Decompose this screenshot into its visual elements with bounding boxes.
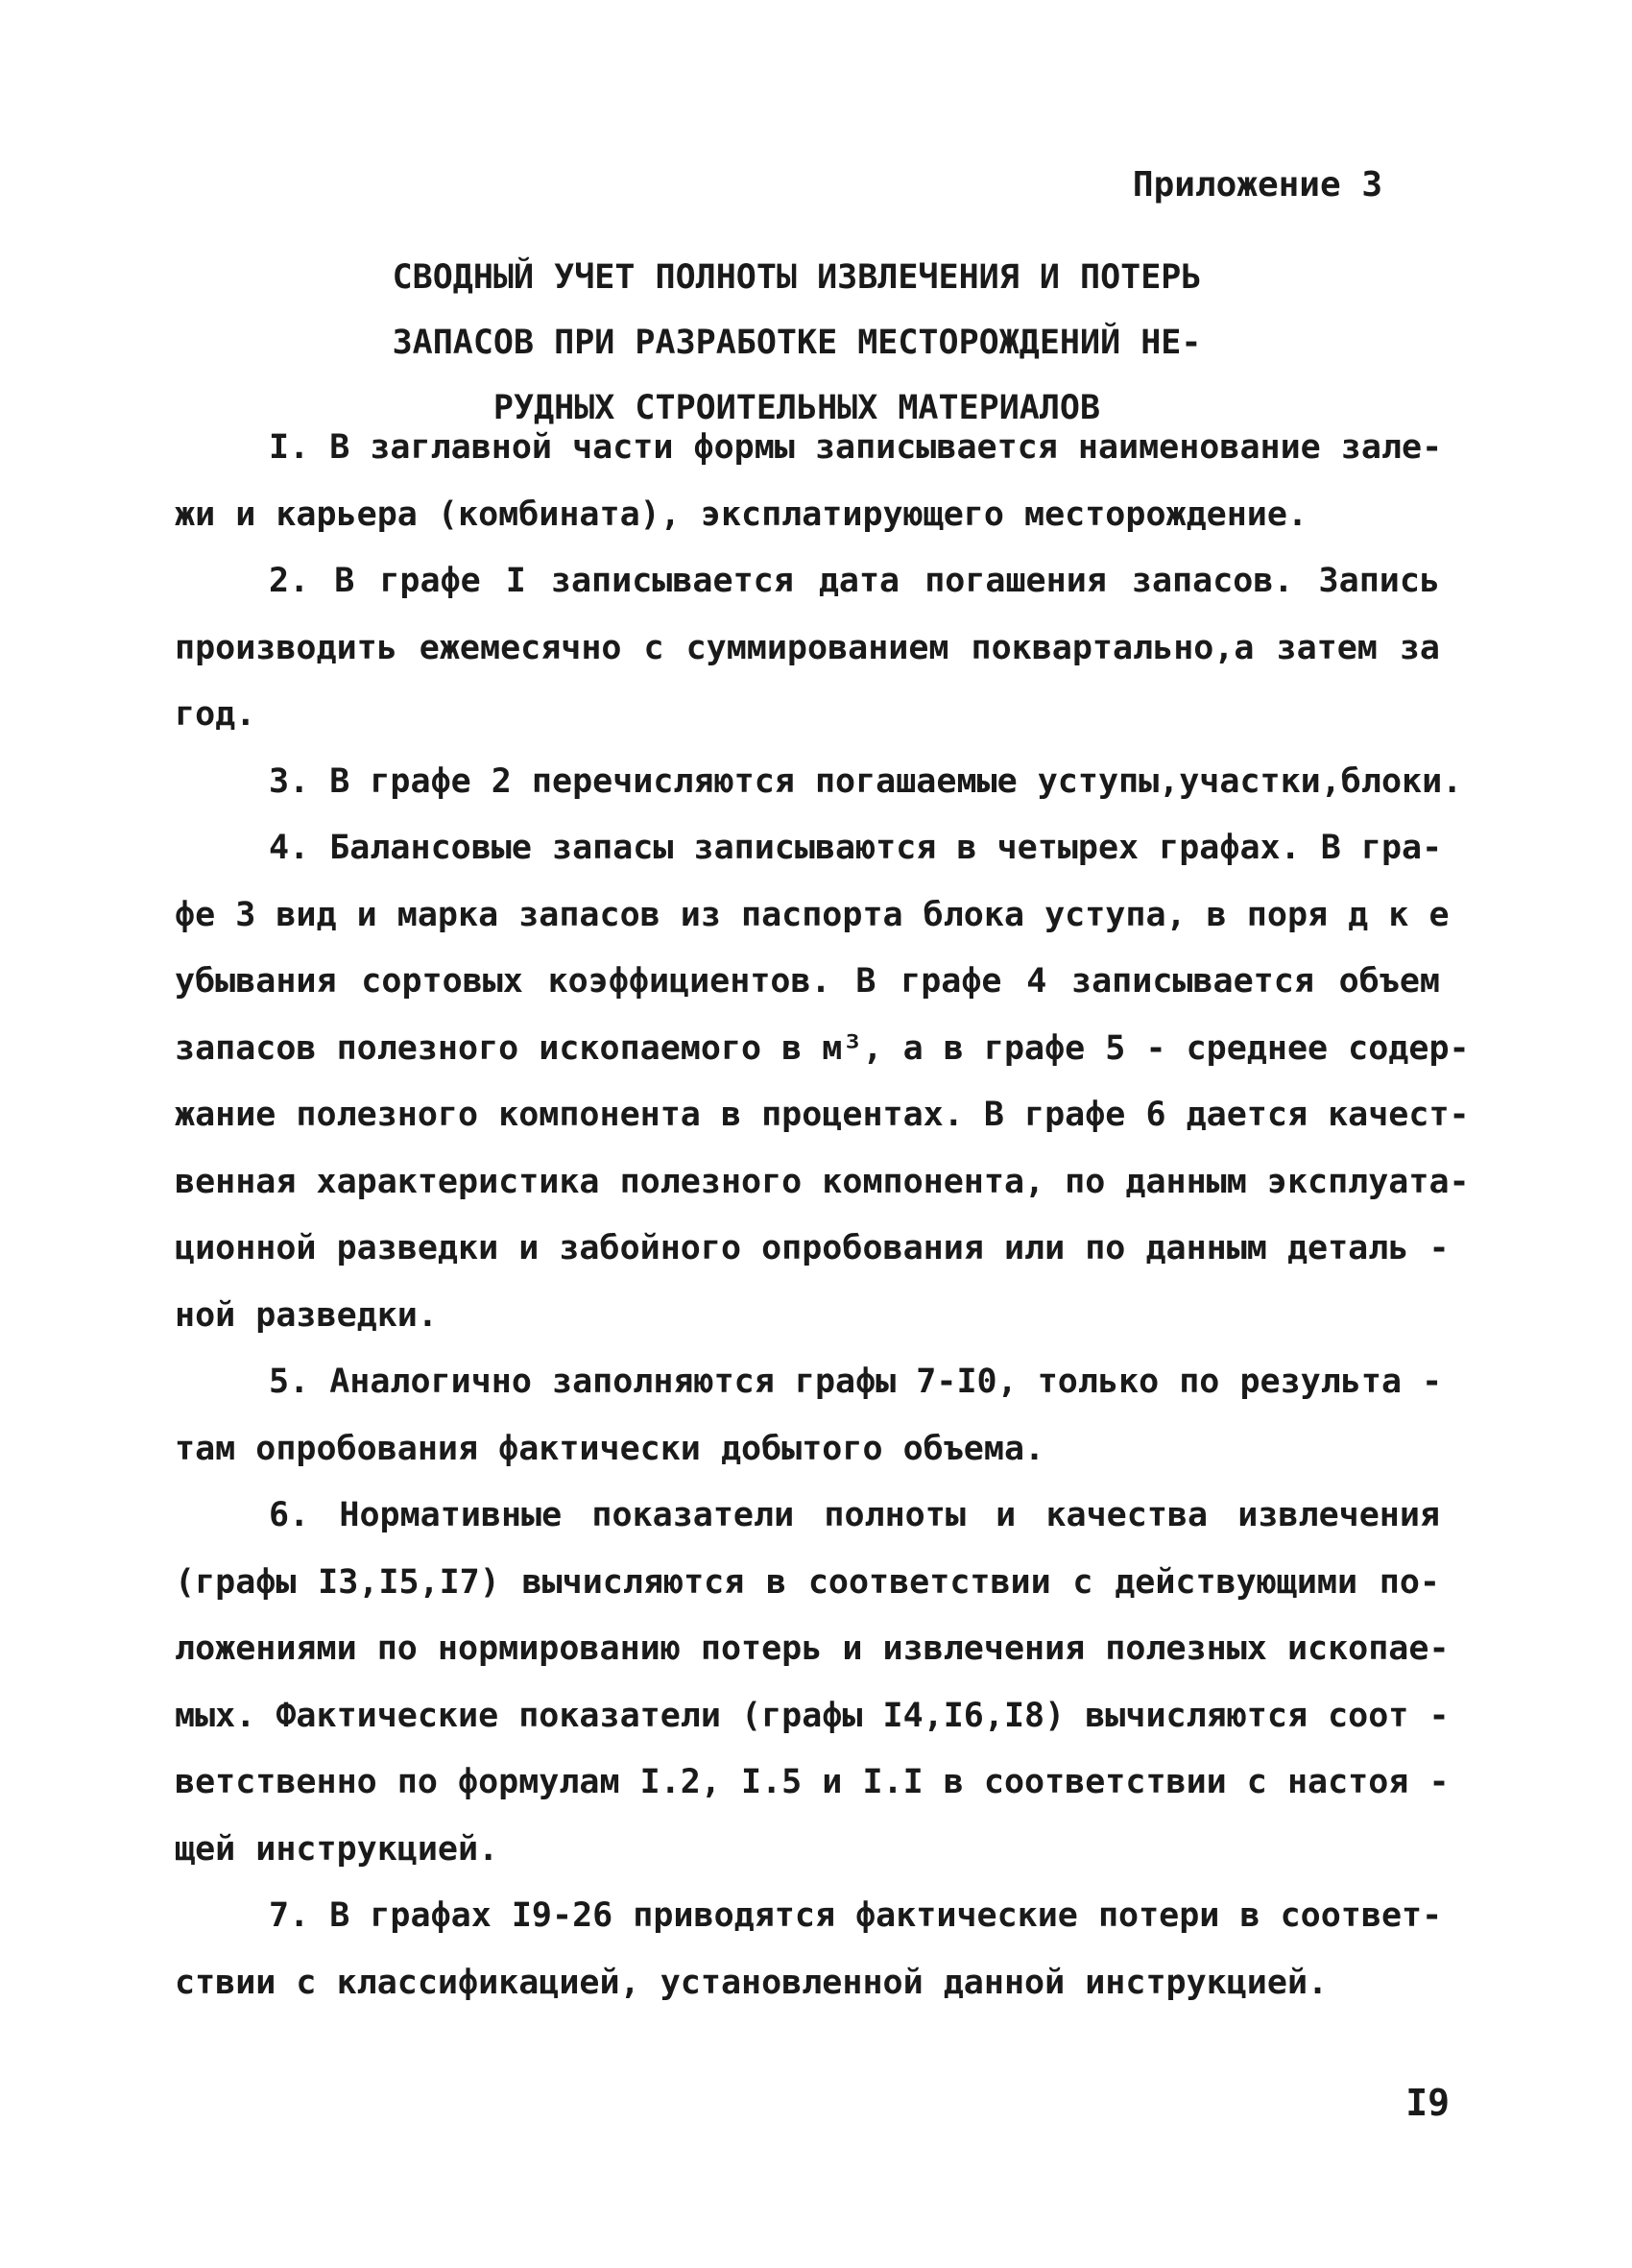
text-line: там опробования фактически добытого объема.: [175, 1429, 1045, 1468]
title-line: ЗАПАСОВ ПРИ РАЗРАБОТКЕ МЕСТОРОЖДЕНИЙ НЕ-: [392, 324, 1202, 362]
text-line: жи и карьера (комбината), эксплатирующего месторождение.: [175, 495, 1308, 534]
text-line: мых. Фактические показатели (графы I4,I6,I8) вычисляются соот -: [175, 1696, 1450, 1735]
text-line: 7. В графах I9-26 приводятся фактические потери в соответ-: [269, 1896, 1443, 1935]
paragraph-5: [175, 1349, 1443, 1483]
text-line: 3. В графе 2 перечисляются погашаемые уступы,участки,блоки.: [269, 761, 1463, 801]
text-line: I. В заглавной части формы записывается наименование зале-: [269, 428, 1443, 467]
title-line: СВОДНЫЙ УЧЕТ ПОЛНОТЫ ИЗВЛЕЧЕНИЯ И ПОТЕРЬ: [392, 258, 1202, 297]
text-line: 4. Балансовые запасы записываются в четырех графах. В гра-: [269, 829, 1443, 867]
text-line: 5. Аналогично заполняются графы 7-I0, только по результа -: [269, 1363, 1443, 1401]
paragraph-3: [175, 749, 1463, 816]
text-line: (графы I3,I5,I7) вычисляются в соответствии с действующими по-: [175, 1562, 1440, 1602]
document-title: [317, 245, 1277, 441]
text-line: щей инструкцией.: [175, 1829, 499, 1869]
text-line: запасов полезного ископаемого в м³, а в графе 5 - среднее содер-: [175, 1028, 1470, 1068]
paragraph-4: [175, 815, 1470, 1349]
paragraph-6: [175, 1483, 1450, 1883]
text-line: ветственно по формулам I.2, I.5 и I.I в соответствии с настоя -: [175, 1763, 1450, 1801]
text-line: убывания сортовых коэффициентов. В графе 4 записывается объем: [175, 962, 1440, 1001]
text-line: 2. В графе I записывается дата погашения запасов. Запись: [269, 562, 1440, 600]
text-line: ционной разведки и забойного опробования или по данным деталь -: [175, 1229, 1450, 1267]
title-line: РУДНЫХ СТРОИТЕЛЬНЫХ МАТЕРИАЛОВ: [492, 389, 1101, 427]
text-line: год.: [175, 695, 256, 734]
text-line: жание полезного компонента в процентах. В графе 6 дается качест-: [175, 1096, 1470, 1134]
text-line: венная характеристика полезного компонента, по данным эксплуата-: [175, 1162, 1470, 1201]
text-line: ствии с классификацией, установленной данной инструкцией.: [175, 1963, 1329, 2002]
text-line: ложениями по нормированию потерь и извлечения полезных ископае-: [175, 1629, 1450, 1668]
text-line: фе 3 вид и марка запасов из паспорта блока уступа, в поря д к е: [175, 895, 1450, 934]
paragraph-1: [175, 415, 1443, 548]
paragraph-7: [175, 1883, 1443, 2016]
document-body: [175, 415, 1470, 2016]
text-line: 6. Нормативные показатели полноты и качества извлечения: [269, 1496, 1440, 1534]
page-number: I9: [1405, 2082, 1450, 2124]
appendix-label: Приложение 3: [1132, 165, 1382, 205]
text-line: ной разведки.: [175, 1295, 438, 1335]
paragraph-2: [175, 548, 1440, 749]
text-line: производить ежемесячно с суммированием поквартально,а затем за: [175, 628, 1440, 667]
